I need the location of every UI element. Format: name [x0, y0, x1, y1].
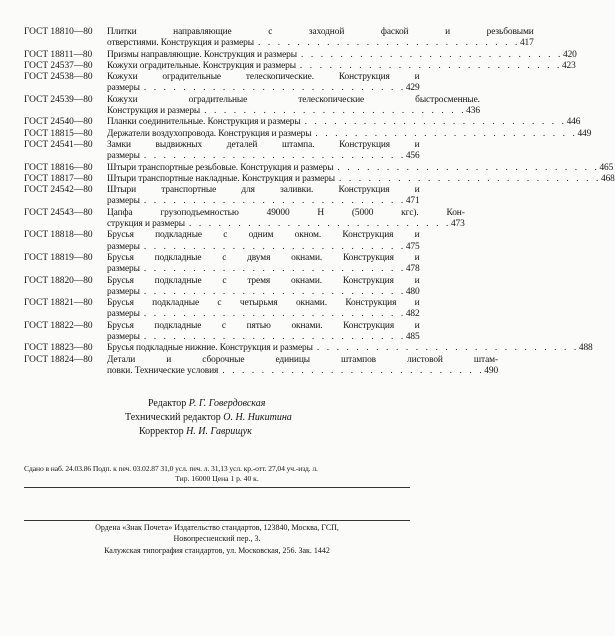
leader-dots: . . . . . . . . . . . . . . . . . . . . . . . . . . .: [204, 106, 467, 117]
toc-entry: [24, 298, 420, 321]
title-line: Планки соединительные. Конструкция и размеры: [107, 117, 301, 128]
toc-entry: [24, 185, 420, 208]
toc-entry: [24, 162, 614, 174]
page-number: 468: [600, 173, 615, 184]
title-line: Брусья подкладные с двумя окнами. Конструкция и: [107, 252, 420, 263]
leader-dots: . . . . . . . . . . . . . . . . . . . . . . . . . . .: [338, 173, 601, 184]
leader-dots: . . . . . . . . . . . . . . . . . . . . . . . . . . .: [299, 60, 562, 71]
publisher-info: [24, 523, 410, 557]
credits: [0, 397, 431, 439]
leader-dots: . . . . . . . . . . . . . . . . . . . . . . . . . . .: [143, 83, 406, 94]
leader-dots: . . . . . . . . . . . . . . . . . . . . . . . . . . .: [188, 219, 451, 230]
toc-entry: [24, 354, 499, 378]
leader-dots: . . . . . . . . . . . . . . . . . . . . . . . . . . .: [316, 343, 579, 354]
title-line: размеры: [107, 241, 140, 252]
leader-dots: . . . . . . . . . . . . . . . . . . . . . . . . . . .: [143, 309, 406, 320]
publisher-line-2: Новопресненский пер., 3.: [173, 533, 261, 543]
page-number: 449: [577, 128, 592, 139]
page-number: 429: [405, 83, 420, 94]
standard-code: ГОСТ 18819—80: [24, 252, 93, 263]
standard-code: ГОСТ 24538—80: [24, 72, 93, 83]
toc-entry: [24, 139, 420, 163]
standard-code: ГОСТ 18815—80: [24, 128, 93, 139]
toc-entry: [24, 94, 480, 118]
entry-title: [107, 298, 420, 321]
toc-entry: [24, 252, 420, 276]
title-line: размеры: [107, 332, 140, 343]
imprint-line-1: Сдано в наб. 24.03.86 Подп. к печ. 03.02.87 31,0 усл. печ. л. 31,13 усл. кр.-отт. 27,04 уч.-изд. л.: [24, 464, 318, 473]
title-line: Брусья подкладные с четырьмя окнами. Конструкция и: [107, 298, 420, 309]
leader-dots: . . . . . . . . . . . . . . . . . . . . . . . . . . .: [222, 365, 485, 376]
title-line: Держатели воздухопровода. Конструкция и размеры: [107, 128, 312, 139]
credit-role: Корректор: [139, 426, 184, 437]
standard-code: ГОСТ 24539—80: [24, 94, 93, 105]
toc-entry: [24, 173, 615, 185]
title-line: Кожухи оградительные телескопические быстросменные.: [107, 94, 480, 105]
entry-title: [107, 174, 615, 185]
title-line: Цапфа грузоподъемностью 49000 Н (5000 кгс). Кон-: [107, 207, 465, 218]
page-number: 473: [450, 219, 465, 230]
entry-title: [107, 163, 613, 174]
toc-entry: [24, 60, 576, 72]
standard-code: ГОСТ 18816—80: [24, 162, 93, 173]
credit-name: О. Н. Никитина: [223, 412, 292, 423]
credit-name: Р. Г. Говердовская: [188, 398, 266, 409]
leader-dots: . . . . . . . . . . . . . . . . . . . . . . . . . . .: [143, 286, 406, 297]
standard-code: ГОСТ 24542—80: [24, 185, 93, 196]
page-number: 478: [405, 264, 420, 275]
page-number: 420: [562, 49, 577, 60]
title-line: размеры: [107, 309, 140, 320]
title-line: отверстиями. Конструкция и размеры: [107, 38, 254, 49]
entry-title: [107, 276, 420, 299]
title-line: Конструкция и размеры: [107, 106, 201, 117]
title-line: размеры: [107, 286, 140, 297]
title-line: Плитки направляющие с заходной фаской и резьбовыми: [107, 27, 534, 37]
page-number: 488: [578, 343, 593, 354]
title-line: Брусья подкладные с пятью окнами. Конструкция и: [107, 320, 420, 331]
standard-code: ГОСТ 24537—80: [24, 60, 93, 71]
leader-dots: . . . . . . . . . . . . . . . . . . . . . . . . . . .: [143, 264, 406, 275]
standard-code: ГОСТ 18818—80: [24, 230, 93, 241]
page-number: 480: [405, 286, 420, 297]
entry-title: [107, 185, 420, 208]
toc-entry: [24, 27, 534, 50]
title-line: Брусья подкладные с тремя окнами. Конструкция и: [107, 275, 420, 286]
entry-title: [107, 355, 498, 378]
title-line: струкция и размеры: [107, 219, 185, 230]
title-line: Детали и сборочные единицы штампов листовой штам-: [107, 354, 499, 365]
printer-line: Калужская типография стандартов, ул. Московская, 256. Зак. 1442: [104, 546, 330, 555]
credit-editor: [0, 397, 431, 411]
entry-title: [107, 117, 580, 128]
page-number: 485: [405, 332, 420, 343]
entry-title: [107, 343, 593, 354]
entry-title: [107, 230, 420, 253]
standard-code: ГОСТ 18823—80: [24, 343, 93, 354]
leader-dots: . . . . . . . . . . . . . . . . . . . . . . . . . . .: [304, 117, 567, 128]
toc-entry: [24, 128, 592, 140]
title-line: Штыри транспортные для заливки. Конструкция и: [107, 185, 420, 196]
leader-dots: . . . . . . . . . . . . . . . . . . . . . . . . . . .: [143, 241, 406, 252]
entry-title: [107, 50, 577, 61]
title-line: Призмы направляющие. Конструкция и размеры: [107, 49, 297, 60]
title-line: Брусья подкладные с одним окном. Конструкция и: [107, 230, 420, 241]
title-line: размеры: [107, 264, 140, 275]
toc-entry: [24, 230, 420, 253]
toc-entry: [24, 320, 420, 344]
title-line: размеры: [107, 151, 140, 162]
toc-entry: [24, 72, 420, 95]
entry-title: [107, 61, 576, 72]
title-line: повки. Технические условия: [107, 365, 219, 376]
entry-title: [107, 72, 420, 95]
toc-entry: [24, 275, 420, 299]
leader-dots: . . . . . . . . . . . . . . . . . . . . . . . . . . .: [143, 196, 406, 207]
publisher-line-1: Ордена «Знак Почета» Издательство стандартов, 123840, Москва, ГСП,: [95, 523, 339, 532]
leader-dots: . . . . . . . . . . . . . . . . . . . . . . . . . . .: [143, 151, 406, 162]
toc-entry: [24, 207, 465, 231]
title-line: Штыри транспортные резьбовые. Конструкция и размеры: [107, 162, 334, 173]
credit-role: Технический редактор: [125, 412, 221, 423]
page-number: 456: [405, 151, 420, 162]
title-line: Замки выдвижных деталей штампа. Конструкция и: [107, 139, 420, 150]
toc-entry: [24, 117, 581, 128]
title-line: размеры: [107, 196, 140, 207]
entry-title: [107, 208, 465, 231]
standard-code: ГОСТ 18820—80: [24, 275, 93, 286]
page-number: 436: [466, 106, 480, 117]
entry-title: [107, 129, 591, 140]
page-number: 465: [599, 162, 614, 173]
title-line: Штыри транспортные накладные. Конструкция и размеры: [107, 173, 335, 184]
imprint-line-2: Тир. 16000 Цена 1 р. 40 к.: [175, 473, 259, 483]
title-line: Кожухи оградительные. Конструкция и размеры: [107, 60, 296, 71]
entry-title: [107, 95, 480, 118]
standard-code: ГОСТ 18824—80: [24, 354, 93, 365]
leader-dots: . . . . . . . . . . . . . . . . . . . . . . . . . . .: [337, 162, 600, 173]
standard-code: ГОСТ 18821—80: [24, 298, 93, 309]
entry-title: [107, 253, 420, 276]
standard-code: ГОСТ 18817—80: [24, 173, 93, 184]
entry-title: [107, 321, 420, 344]
imprint: [24, 464, 410, 483]
page-number: 490: [484, 365, 499, 376]
entry-title: [107, 140, 420, 163]
standard-code: ГОСТ 24541—80: [24, 139, 93, 150]
page-number: 446: [566, 117, 581, 128]
toc-entry: [24, 343, 593, 354]
credit-proofreader: [0, 425, 431, 439]
credit-role: Редактор: [148, 398, 187, 409]
page-number: 417: [519, 38, 534, 49]
standard-code: ГОСТ 24543—80: [24, 207, 93, 218]
standard-code: ГОСТ 24540—80: [24, 117, 93, 128]
title-line: Брусья подкладные нижние. Конструкция и размеры: [107, 343, 313, 354]
entry-title: [107, 27, 534, 50]
standard-code: ГОСТ 18811—80: [24, 49, 93, 60]
page-number: 482: [405, 309, 420, 320]
credit-name: Н. И. Гаврищук: [186, 426, 252, 437]
page-number: 475: [405, 241, 420, 252]
page-number: 471: [405, 196, 420, 207]
leader-dots: . . . . . . . . . . . . . . . . . . . . . . . . . . .: [315, 128, 578, 139]
table-of-contents: [24, 27, 615, 377]
leader-dots: . . . . . . . . . . . . . . . . . . . . . . . . . . .: [143, 332, 406, 343]
credit-technical-editor: [0, 411, 431, 425]
title-line: Кожухи оградительные телескопические. Конструкция и: [107, 72, 420, 83]
divider-top: [24, 487, 410, 488]
title-line: размеры: [107, 83, 140, 94]
page-number: 423: [561, 60, 576, 71]
toc-entry: [24, 49, 577, 61]
standard-code: ГОСТ 18822—80: [24, 320, 93, 331]
leader-dots: . . . . . . . . . . . . . . . . . . . . . . . . . . .: [257, 38, 520, 49]
standard-code: ГОСТ 18810—80: [24, 27, 93, 37]
leader-dots: . . . . . . . . . . . . . . . . . . . . . . . . . . .: [300, 49, 563, 60]
divider-bottom: [24, 520, 410, 521]
